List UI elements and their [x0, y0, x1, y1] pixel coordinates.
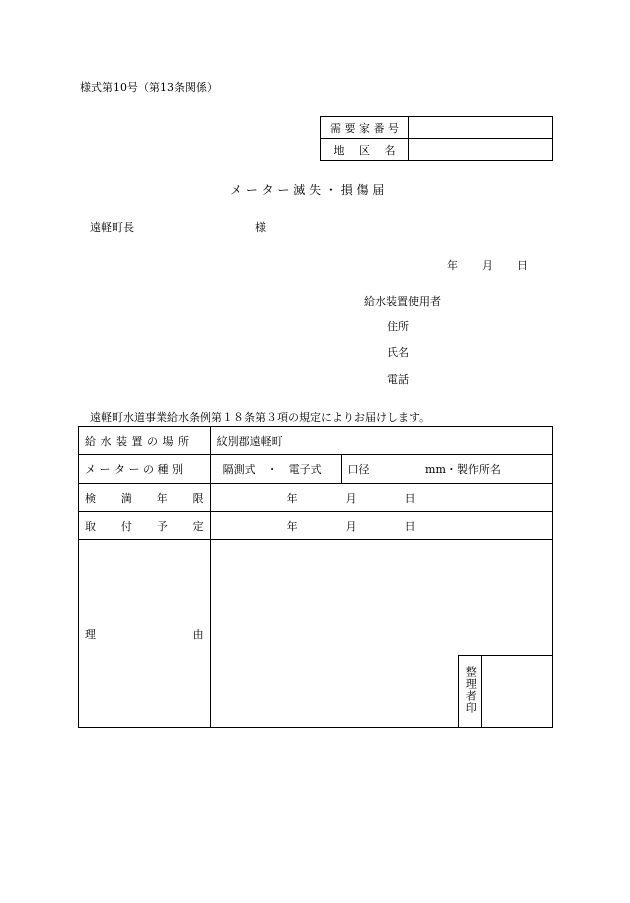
reason-field-lower[interactable] [210, 656, 459, 728]
customer-info-table [320, 116, 553, 161]
addressee: 遠軽町長 [90, 221, 134, 234]
install-date-field[interactable]: 年 月 日 [210, 512, 552, 540]
location-field[interactable]: 紋別郡遠軽町 [210, 427, 552, 455]
meter-type-label: メ ー タ ー の 種 別 [79, 455, 211, 484]
statement: 遠軽町水道事業給水条例第１８条第３項の規定によりお届けします。 [90, 411, 431, 424]
reason-field[interactable] [210, 540, 552, 656]
customer-number-label: 需 要 家 番 号 [321, 117, 409, 139]
location-label: 給 水 装 置 の 場 所 [79, 427, 211, 455]
clerk-seal-label: 整理者印 [459, 656, 482, 728]
district-field[interactable] [409, 139, 553, 161]
caliber-unit-maker: mm・製作所名 [425, 463, 501, 476]
date-year: 年 [447, 259, 458, 272]
main-form-table [78, 426, 553, 728]
caliber-cell[interactable] [341, 455, 552, 484]
applicant-heading: 給水装置使用者 [364, 295, 441, 308]
inspection-date-field[interactable]: 年 月 日 [210, 484, 552, 512]
date-month: 月 [482, 259, 493, 272]
customer-number-field[interactable] [409, 117, 553, 139]
applicant-address-label: 住所 [387, 320, 409, 333]
honorific: 様 [255, 221, 266, 234]
date-day: 日 [517, 259, 528, 272]
document-title: メ ー タ ー 滅 失 ・ 損 傷 届 [230, 183, 385, 197]
meter-type-options[interactable]: 隔測式 ・ 電子式 [210, 455, 341, 484]
clerk-seal-box[interactable] [482, 656, 553, 728]
install-label: 取 付 予 定 [79, 512, 211, 540]
reason-label: 理 由 [79, 540, 211, 728]
applicant-name-label: 氏名 [387, 346, 409, 359]
applicant-phone-label: 電話 [387, 373, 409, 386]
district-label: 地 区 名 [321, 139, 409, 161]
caliber-label: 口径 [347, 463, 370, 476]
inspection-label: 検 満 年 限 [79, 484, 211, 512]
form-number: 様式第10号（第13条関係） [80, 81, 218, 94]
